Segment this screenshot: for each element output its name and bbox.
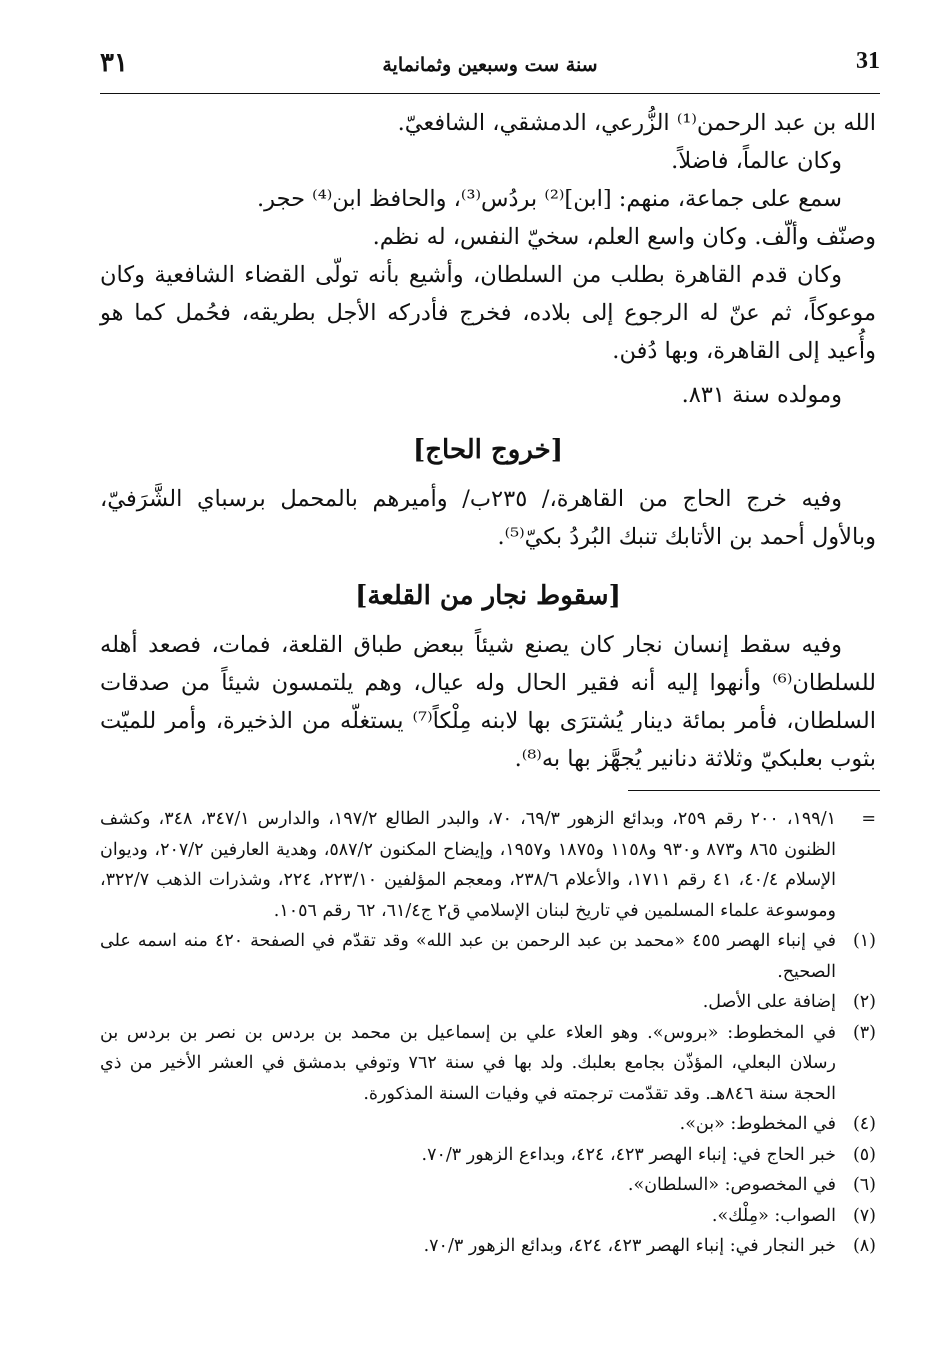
page-header: [100, 48, 880, 94]
footnote-text: ١٩٩/١، ٢٠٠ رقم ٢٥٩، وبدائع الزهور ٦٩/٣، ٧٠، والبدر الطالع ١٩٧/٢، والدارس ٣٤٧/١، ٣٤٨، وكشف الظنون ٨٦٥ و٨٧٣ و٩٣٠ و١١٥٨ و١٨٧٥ و١٩٥٧، وإيضاح المكنون ٥٨٧/٢، وهدية العارفين ٢٠٧/٢، وديوان الإسلام ٤٠/٤، ٤١ رقم ١٧١١، والأعلام ٢٣٨/٦، ومعجم المؤلفين ٢٢٣/١٠، ٢٢٤، وشذرات الذهب ٣٢٢/٧، وموسوعة علماء المسلمين في تاريخ لبنان الإسلامي ق٢ ج٦١/٤، ٦٢ رقم ١٠٥٦.: [100, 809, 836, 921]
footnote-number: (١): [852, 931, 876, 951]
paragraph: سمع على جماعة، منهم: [ابن]⁽²⁾ بردُس⁽³⁾، والحافظ ابن⁽⁴⁾ حجر.: [257, 186, 842, 212]
footnote-text: الصواب: «مِلْك».: [711, 1205, 836, 1226]
footnote-7: [100, 1201, 876, 1232]
footnote-3: [100, 1018, 876, 1110]
footnote-text: خبر الحاج في: إنباء الهصر ٤٢٣، ٤٢٤، وبداءع الزهور ٧٠/٣.: [421, 1144, 836, 1165]
paragraph: وكان عالماً، فاضلاً.: [671, 148, 842, 174]
footnote-number: (٨): [852, 1236, 876, 1256]
footnote-8: [100, 1231, 876, 1262]
footnote-text: في إنباء الهصر ٤٥٥ «محمد بن عبد الرحمن بن عبد الله» وقد تقدّم في الصفحة ٤٢٠ منه اسمه على الصحيح.: [100, 931, 836, 982]
footnote-number: (٣): [852, 1022, 876, 1043]
page-number-latin: 31: [856, 48, 880, 74]
section-heading-carpenter: [سقوط نجار من القلعة]: [355, 581, 621, 611]
footnote-text: خبر النجار في: إنباء الهصر ٤٢٣، ٤٢٤، وبدائع الزهور ٧٠/٣.: [423, 1236, 836, 1256]
footnote-marker: =: [861, 809, 876, 829]
paragraph: الله بن عبد الرحمن⁽¹⁾ الزُّرعي، الدمشقي، الشافعيّ.: [397, 110, 876, 136]
footnote-text: في المخصوص: «السلطان».: [627, 1175, 836, 1195]
paragraph-carpenter: وفيه سقط إنسان نجار كان يصنع شيئاً ببعض طباق القلعة، فمات، فصعد أهله للسلطان⁽⁶⁾ وأنهوا إليه أنه فقير الحال وله عيال، وهم يلتمسون شيئاً من صدقات السلطان، فأمر بمائة دينار يُشترَى بها لابنه مِلْكاً⁽⁷⁾ يستغلّه من الذخيرة، وأمر للميّت بثوب بعلبكيّ وثلاثة دنانير يُجهَّز بها به⁽⁸⁾.: [100, 632, 876, 772]
footnote-number: (٧): [852, 1205, 876, 1226]
footnote-2: [100, 987, 876, 1018]
section-heading-pilgrims: [خروج الحاج]: [412, 435, 564, 465]
footnote-number: (٥): [852, 1144, 876, 1165]
footnote-text: في المخطوط: «بن».: [679, 1114, 836, 1134]
footnote-number: (٢): [852, 992, 876, 1012]
paragraph: وكان قدم القاهرة بطلب من السلطان، وأشيع بأنه تولّى القضاء الشافعية وكان موعوكاً، ثم عنّ له الرجوع إلى بلاده، فخرج فأدركه الأجل بطريقه، فحُمل كما هو وأُعيد إلى القاهرة، وبها دُفن.: [100, 262, 876, 364]
footnote-divider: [628, 790, 880, 791]
footnote-4: [100, 1109, 876, 1140]
footnote-number: (٦): [852, 1175, 876, 1195]
footnote-1: [100, 926, 876, 987]
footnote-text: في المخطوط: «بروس». وهو العلاء علي بن إسماعيل بن محمد بن بردس بن نصر بن بردس بن رسلان البعلي، المؤذّن بجامع بعلبك. ولد بها في سنة ٧٦٢ وتوفي بدمشق في العشر الأخير من ذي الحجة سنة ٨٤٦هـ. وقد تقدّمت ترجمته في وفيات السنة المذكورة.: [100, 1022, 836, 1104]
page-number-arabic: ٣١: [100, 48, 128, 78]
paragraph: وصنّف وألّف. وكان واسع العلم، سخيّ النفس، له نظم.: [372, 224, 876, 250]
footnote-number: (٤): [852, 1114, 876, 1134]
paragraph: ومولده سنة ٨٣١.: [681, 382, 842, 408]
paragraph-pilgrims: وفيه خرج الحاج من القاهرة،/ ٢٣٥ب/ وأميرهم بالمحمل برسباي الشَّرَفيّ، وبالأول أحمد بن الأتابك تنبك البُردُ بكيّ⁽⁵⁾.: [100, 486, 876, 550]
main-text: [100, 104, 876, 778]
footnote-continuation: [100, 804, 876, 926]
footnote-6: [100, 1170, 876, 1201]
footnote-5: [100, 1140, 876, 1171]
footnotes: [100, 804, 876, 1262]
footnote-text: إضافة على الأصل.: [702, 992, 836, 1012]
header-rule: [100, 93, 880, 94]
running-title: سنة ست وسبعين وثمانماية: [382, 54, 598, 76]
